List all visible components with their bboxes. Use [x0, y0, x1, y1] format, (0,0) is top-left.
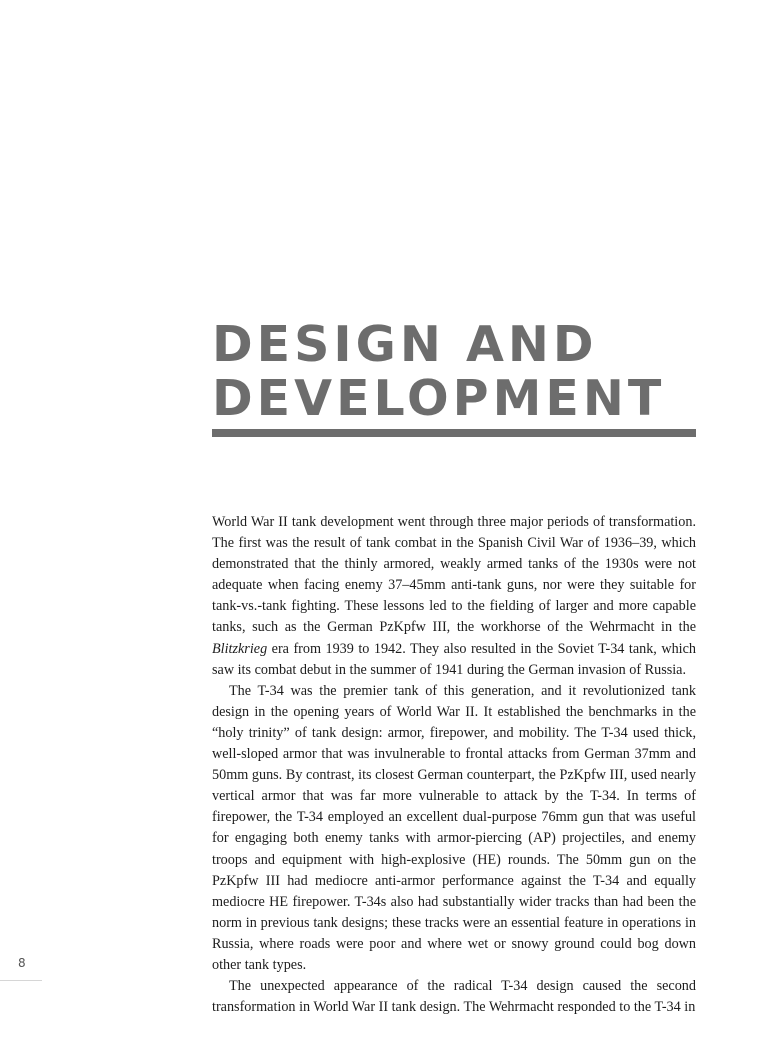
- paragraph-1-text-b: era from 1939 to 1942. They also resulted in the Soviet T-34 tank, which saw its combat debut in the summer of 1941 during the German invasion of Russia.: [212, 640, 696, 678]
- page-number: 8: [18, 956, 26, 970]
- paragraph-1-italic-term: Blitzkrieg: [212, 640, 268, 657]
- paragraph-2: The T-34 was the premier tank of this generation, and it revolutionized tank design in the opening years of World War II. It established the benchmarks in the “holy trinity” of tank design: armor, firepower, and mobility. The T-34 used thick, well-sloped armor that was invulnerable to frontal attacks from German 37mm and 50mm guns. By contrast, its closest German counterpart, the PzKpfw III, used nearly vertical armor that was far more vulnerable to attack by the T-34. In terms of firepower, the T-34 employed an excellent dual-purpose 76mm gun that was useful for engaging both enemy tanks with armor-piercing (AP) projectiles, and enemy troops and equipment with high-explosive (HE) rounds. The 50mm gun on the PzKpfw III had mediocre anti-armor performance against the T-34 and equally mediocre HE firepower. T-34s also had substantially wider tracks than had been the norm in previous tank designs; these tracks were an essential feature in operations in Russia, where roads were poor and where wet or snowy ground could bog down other tank types.: [212, 682, 696, 973]
- paragraph-1: [212, 512, 696, 681]
- title-underline-rule: [212, 429, 696, 437]
- chapter-title-line-2: DEVELOPMENT: [212, 370, 666, 427]
- chapter-title: [212, 318, 702, 426]
- paragraph-3: The unexpected appearance of the radical T-34 design caused the second transformation in World War II tank design. The Wehrmacht responded to the T-34 in: [212, 978, 696, 1016]
- chapter-title-line-1: DESIGN AND: [212, 316, 598, 373]
- page-number-rule: [0, 980, 42, 981]
- paragraph-1-text-a: World War II tank development went through three major periods of transformation. The first was the result of tank combat in the Spanish Civil War of 1936–39, which demonstrated that the thinly armored, weakly armed tanks of the 1930s were not adequate when facing enemy 37–45mm anti-tank guns, nor were they suitable for tank-vs.-tank fighting. These lessons led to the fielding of larger and more capable tanks, such as the German PzKpfw III, the workhorse of the Wehrmacht in the: [212, 514, 696, 636]
- body-text: [212, 512, 696, 1018]
